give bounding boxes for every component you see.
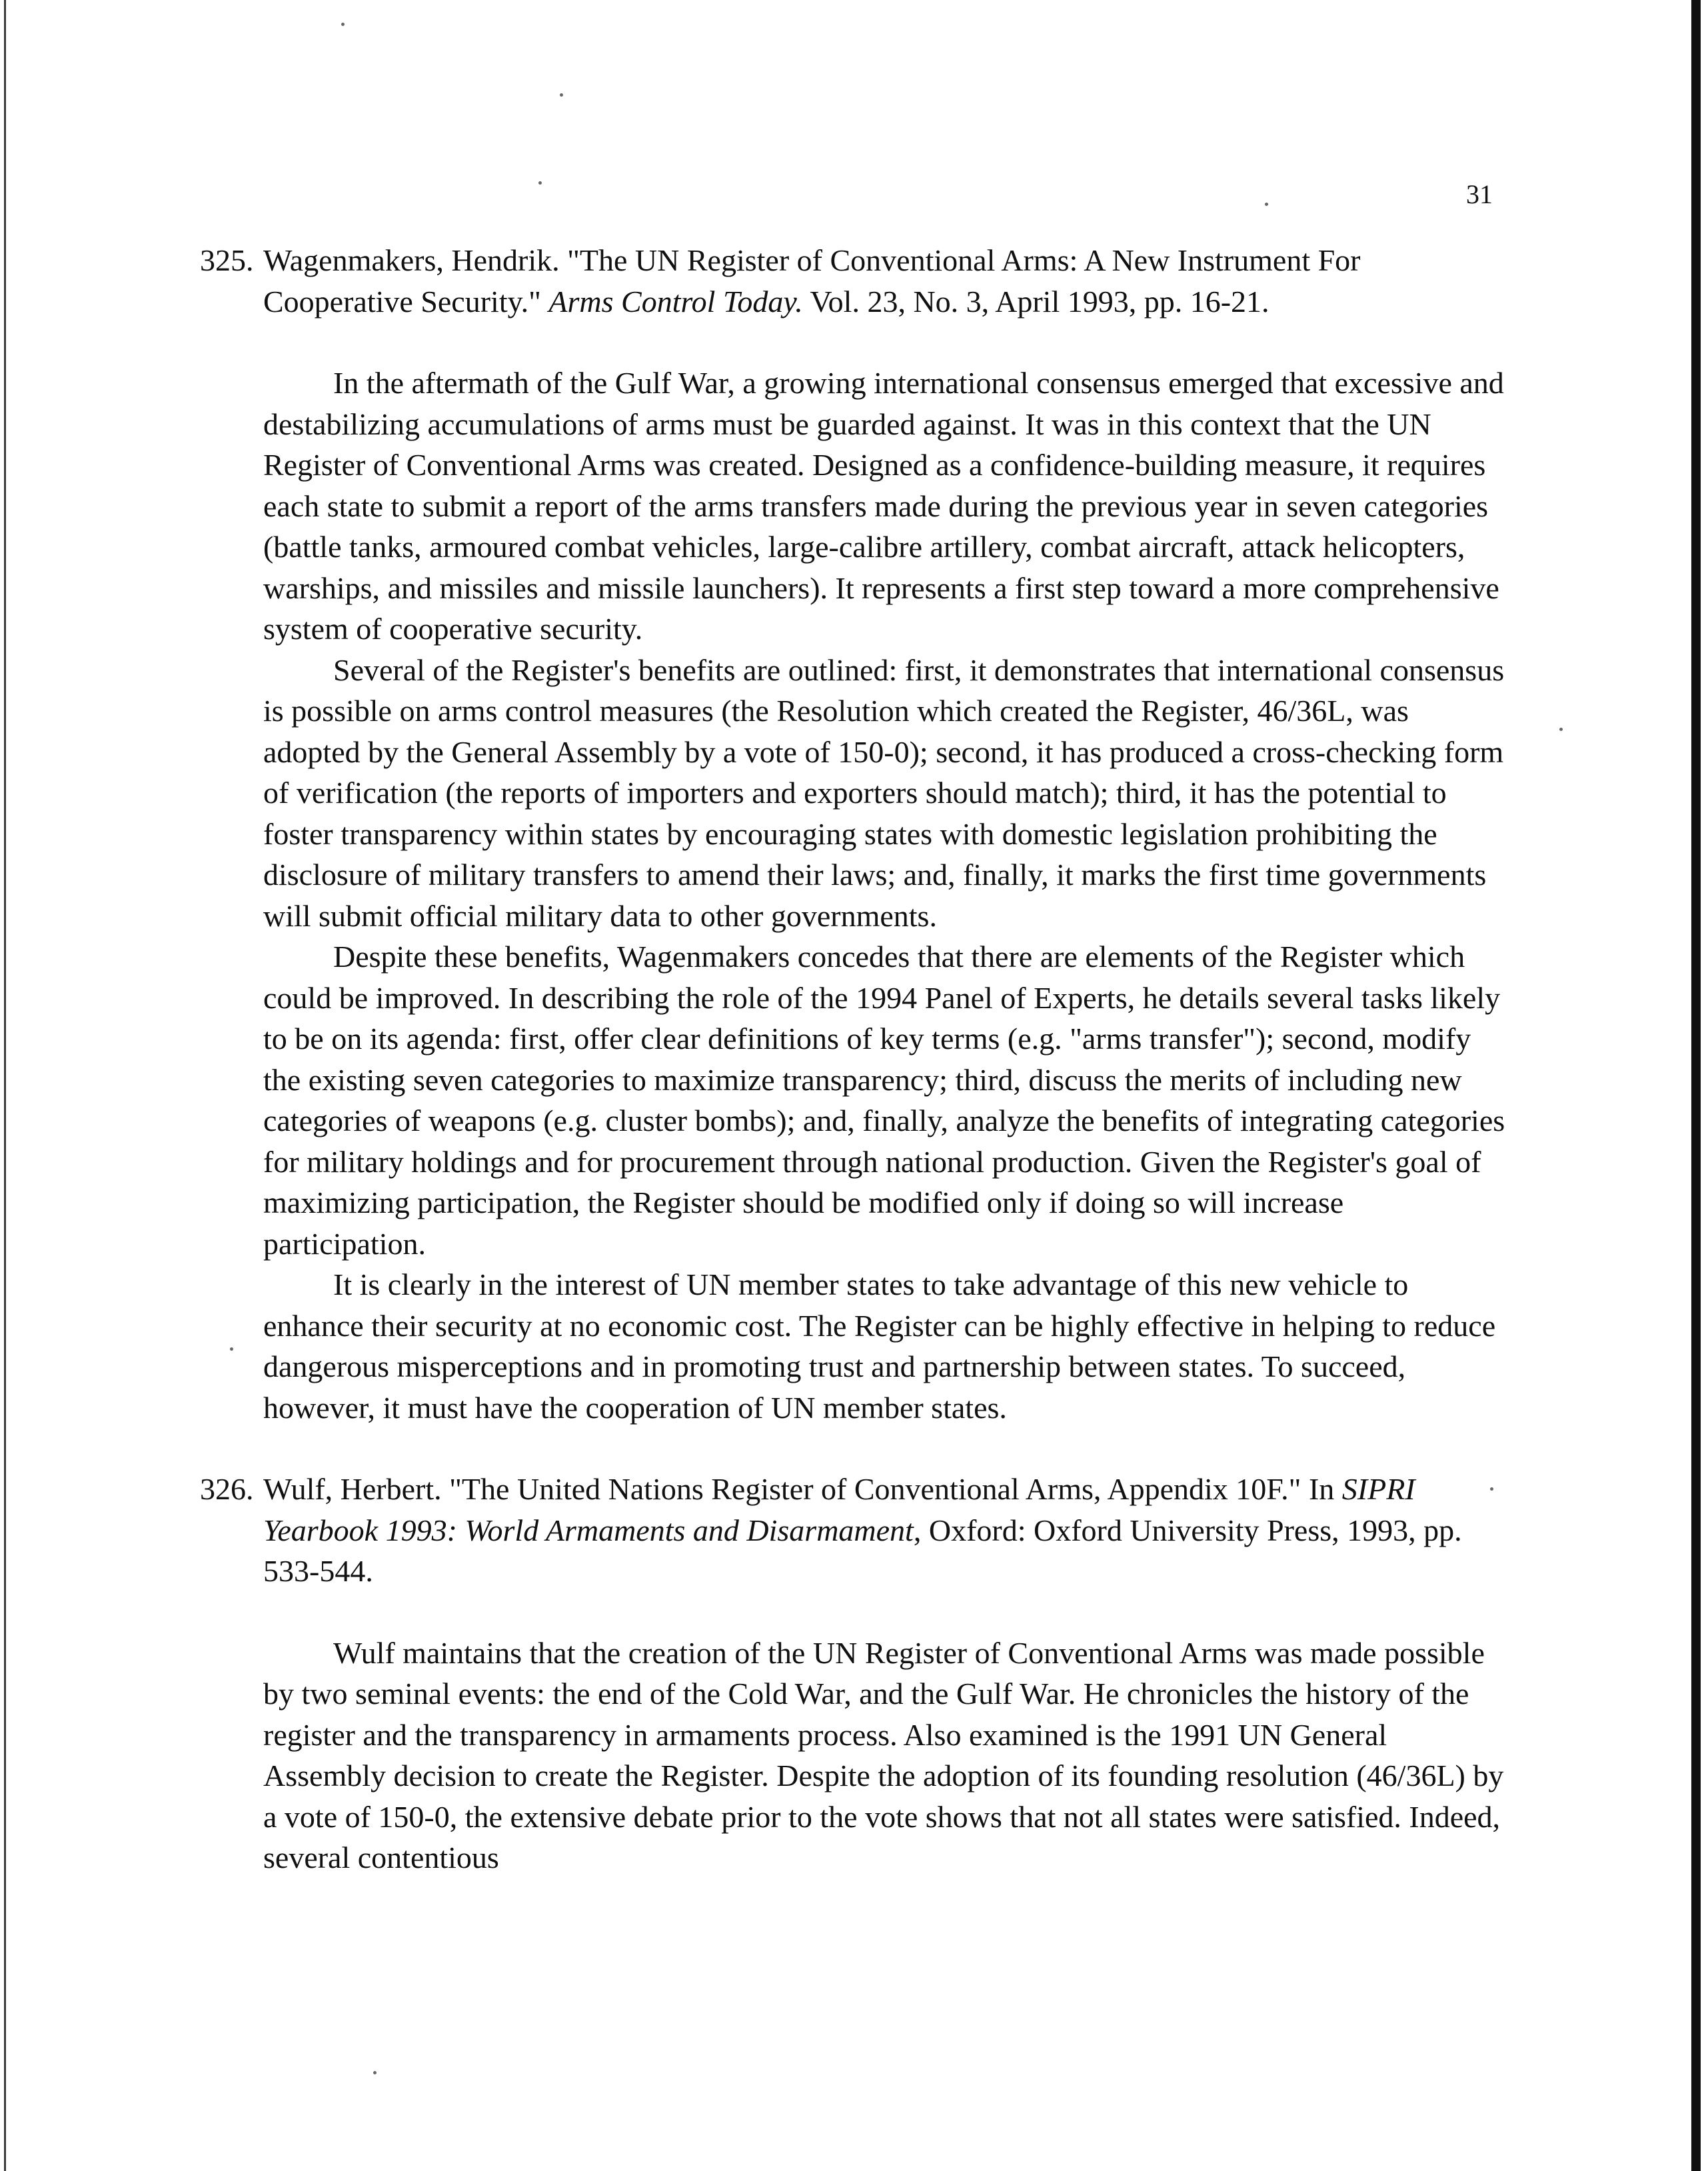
right-scan-edge [1691,0,1701,2171]
abstract-paragraph: It is clearly in the interest of UN member states to take advantage of this new vehicle to enhance their security at no economic cost. The Register can be highly effective in helping to reduce dangerous misperceptions and in promoting trust and partnership between states. To succeed, however, it must have the cooperation of UN member states. [263,1267,1496,1425]
left-scan-edge [4,0,6,2171]
scan-speck [1559,728,1563,731]
abstract-paragraph: In the aftermath of the Gulf War, a growing international consensus emerged that excessive and destabilizing accumulations of arms must be guarded against. It was in this context that the UN Register of Conventional Arms was created. Designed as a confidence-building measure, it requires each state to submit a report of the arms transfers made during the previous year in seven categories (battle tanks, armoured combat vehicles, large-calibre artillery, combat aircraft, attack helicopters, warships, and missiles and missile launchers). It represents a first step toward a more comprehensive system of cooperative security. [263,366,1504,646]
citation-title: "The UN Register of Conventional Arms: A New Instrument For Cooperative Security." [263,243,1361,319]
scan-speck [538,181,542,185]
citation-title: "The United Nations Register of Conventional Arms, Appendix 10F." In [441,1472,1342,1506]
scan-speck [341,23,345,26]
entry-number: 325. [200,243,254,277]
citation-journal: Arms Control Today. [548,284,803,319]
entry-number: 326. [200,1472,254,1506]
citation-book-title: SIPRI Yearbook 1993: World Armaments and Disarmament [263,1472,1415,1547]
bibliography-entry-325 [200,240,1506,1428]
abstract-paragraph: Several of the Register's benefits are outlined: first, it demonstrates that international consensus is possible on arms control measures (the Resolution which created the Register, 46/36L, was adopted by the General Assembly by a vote of 150-0); second, it has produced a cross-checking form of verification (the reports of importers and exporters should match); third, it has the potential to foster transparency within states by encouraging states with domestic legislation prohibiting the disclosure of military transfers to amend their laws; and, finally, it marks the first time governments will submit official military data to other governments. [263,652,1505,933]
abstract-paragraph: Wulf maintains that the creation of the UN Register of Conventional Arms was made possible by two seminal events: the end of the Cold War, and the Gulf War. He chronicles the history of the register and the transparency in armaments process. Also examined is the 1991 UN General Assembly decision to create the Register. Despite the adoption of its founding resolution (46/36L) by a vote of 150-0, the extensive debate prior to the vote shows that not all states were satisfied. Indeed, several contentious [263,1635,1504,1874]
bibliography-content [200,240,1506,1878]
citation-author: Wagenmakers, Hendrik. [263,243,560,277]
scan-speck [373,2071,377,2074]
scan-speck [1265,203,1268,206]
citation-author: Wulf, Herbert. [263,1472,442,1506]
scan-speck [560,93,563,97]
entry-citation [263,240,1506,322]
citation-details: , Oxford: Oxford University Press, 1993, pp. 533-544. [263,1513,1462,1588]
page-number: 31 [1466,179,1493,209]
abstract-paragraph: Despite these benefits, Wagenmakers concedes that there are elements of the Register which could be improved. In describing the role of the 1994 Panel of Experts, he details several tasks likely to be on its agenda: first, offer clear definitions of key terms (e.g. "arms transfer"); second, modify the existing seven categories to maximize transparency; third, discuss the merits of including new categories of weapons (e.g. cluster bombs); and, finally, analyze the benefits of integrating categories for military holdings and for procurement through national production. Given the Register's goal of maximizing participation, the Register should be modified only if doing so will increase participation. [263,940,1505,1261]
bibliography-entry-326 [200,1469,1506,1878]
citation-details: Vol. 23, No. 3, April 1993, pp. 16-21. [802,284,1270,319]
entry-citation [263,1469,1506,1592]
